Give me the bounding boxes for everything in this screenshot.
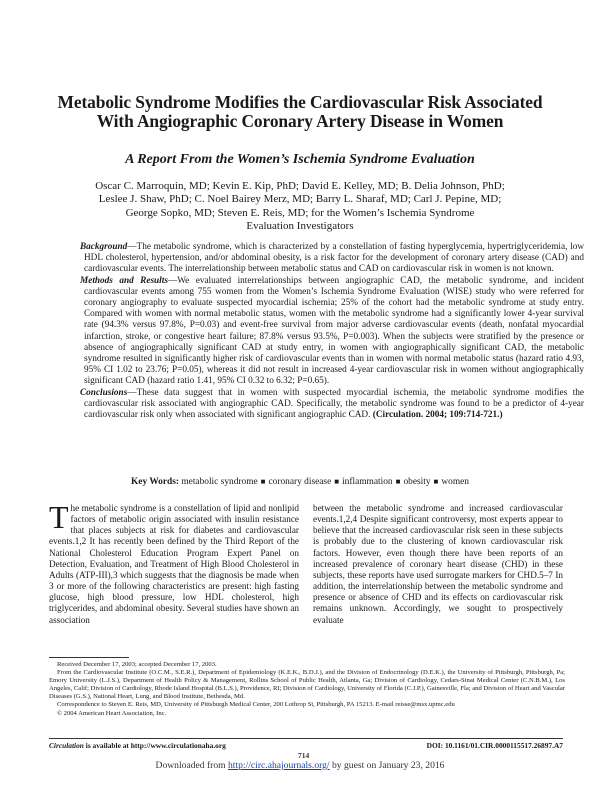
article-subtitle: A Report From the Women’s Ischemia Syndrome Evaluation — [125, 152, 475, 167]
download-notice — [0, 760, 600, 771]
article-title: Metabolic Syndrome Modifies the Cardiovascular Risk Associated With Angiographic Coronary Artery Disease in Women — [57, 92, 543, 131]
abstract-text: —We evaluated interrelationships between angiographic CAD, the metabolic syndrome, and incident cardiovascular events among 755 women from the Women’s Ischemia Syndrome Evaluation (WISE) study who were referred for coronary angiography to evaluate suspected myocardial ischemia; 25% of the cohort had the metabolic syndrome at study entry. Compared with women with normal metabolic status, women with the metabolic syndrome had a significantly lower 4-year survival rate (94.3% versus 97.8%, P=0.03) and event-free survival from major adverse cardiovascular events (death, nonfatal myocardial infarction, stroke, or congestive heart failure; 87.8% versus 93.5%, P=0.003). When the subjects were stratified by the presence or absence of angiographically significant CAD at study entry, in women with angiographically significant CAD, the metabolic syndrome resulted in significantly higher risk of cardiovascular events than in women with normal metabolic status (hazard ratio 4.93, 95% CI 1.02 to 23.76; P=0.05), whereas it did not result in increased 4-year cardiovascular risk in women without angiographically significant CAD (hazard ratio 1.41, 95% CI 0.32 to 6.32; P=0.65). — [84, 275, 584, 387]
footer-divider — [49, 738, 563, 739]
body-text: between the metabolic syndrome and increased cardiovascular events.1,2,4 Despite significant controversy, most experts appear to believe that the increased cardiovascular risk seen in these subjects is probably due to the clustering of known cardiovascular risk factors. However, even though there have been reports of an increased prevalence of coronary heart disease (CHD) in these subjects, these reports have used surrogate markers for CHD.5–7 In addition, the interrelationship between the metabolic syndrome and presence or absence of CHD and its effects on cardiovascular risk remains unknown. Accordingly, we sought to prospectively evaluate — [313, 503, 563, 625]
abstract-heading: Background — [80, 242, 128, 252]
abstract — [80, 242, 584, 421]
abstract-text: —These data suggest that in women with suspected myocardial ischemia, the metabolic syndrome modifies the cardiovascular risk associated with angiographic CAD. Specifically, the metabolic syndrome was found to be a predictor of 4-year cardiovascular risk only when associated with significant angiographic CAD. — [84, 387, 584, 421]
footnote-copyright: © 2004 American Heart Association, Inc. — [57, 709, 167, 717]
keyword-separator: ■ — [395, 477, 401, 486]
download-prefix: Downloaded from — [155, 760, 228, 771]
doi: DOI: 10.1161/01.CIR.0000115517.26897.A7 — [426, 741, 563, 750]
abstract-heading: Methods and Results — [80, 275, 168, 286]
keyword: coronary disease — [268, 477, 332, 487]
citation: (Circulation. 2004; 109:714-721.) — [372, 410, 503, 421]
keyword: metabolic syndrome — [181, 477, 258, 487]
journal-name: Circulation — [49, 741, 84, 750]
keyword: obesity — [403, 477, 431, 487]
keywords — [40, 476, 560, 488]
keyword-separator: ■ — [433, 477, 439, 486]
keyword-separator: ■ — [260, 477, 266, 486]
body-column-left — [49, 499, 299, 626]
footnote-received: Received December 17, 2003; accepted December 17, 2003. — [57, 661, 217, 668]
page-number: 714 — [298, 751, 310, 760]
abstract-heading: Conclusions — [80, 387, 128, 398]
journal-url-text[interactable]: is available at http://www.circulationaha.org — [83, 741, 226, 750]
author-line: Evaluation Investigators — [246, 220, 354, 233]
keywords-label: Key Words: — [131, 477, 180, 487]
abstract-background — [80, 242, 584, 276]
footnote-correspondence: Correspondence to Steven E. Reis, MD, University of Pittsburgh Medical Center, 200 Lothrop St, Pittsburgh, PA 15213. E-mail reisse@msx.upmc.edu — [57, 701, 455, 709]
footnote-affiliations: From the Cardiovascular Institute (O.C.M., S.E.R.), Department of Epidemiology (K.E.K., B.D.J.), and the Division of Endocrinology (D.E.K.), the University of Pittsburgh, Pittsburgh, Pa; Emory University (L.J.S.), Department of Health Policy & Management, Rollins School of Public Health, Atlanta, Ga; Division of Cardiology, Cedars-Sinai Medical Center (C.N.B.M.), Los Angeles, Calif; Division of Cardiology, Rhode Island Hospital (B.L.S.), Providence, RI; Division of Cardiology, University of Florida (C.J.P.), Gainesville, Fla; and Division of Heart and Vascular Diseases (G.S.), National Heart, Lung, and Blood Institute, Bethesda, Md. — [49, 669, 565, 701]
drop-cap: T — [49, 499, 69, 535]
keyword: women — [441, 477, 469, 487]
body-text: he metabolic syndrome is a constellation of lipid and nonlipid factors of metabolic origin associated with insulin resistance that places subjects at risk for diabetes and cardiovascular events.1,2 It has recently been defined by the Third Report of the National Cholesterol Education Program Expert Panel on Detection, Evaluation, and Treatment of High Blood Cholesterol in Adults (ATP-III),3 which suggests that the diagnosis be made when 3 or more of the following characteristics are present: high fasting glucose, high blood pressure, low HDL cholesterol, high triglycerides, and abdominal obesity. Several studies have shown an association — [49, 503, 299, 625]
body-column-right — [313, 503, 563, 626]
footnotes — [49, 661, 565, 718]
download-suffix: by guest on January 23, 2016 — [329, 760, 445, 771]
author-line: Oscar C. Marroquin, MD; Kevin E. Kip, PhD; David E. Kelley, MD; B. Delia Johnson, PhD; — [95, 180, 505, 192]
author-line: Leslee J. Shaw, PhD; C. Noel Bairey Merz, MD; Barry L. Sharaf, MD; Carl J. Pepine, MD; — [98, 193, 502, 206]
keyword: inflammation — [342, 477, 393, 487]
keyword-separator: ■ — [334, 477, 340, 486]
download-link[interactable]: http://circ.ahajournals.org/ — [228, 760, 330, 771]
journal-availability — [49, 741, 226, 750]
abstract-conclusions — [80, 387, 584, 422]
footnote-divider — [49, 657, 129, 658]
abstract-text: —The metabolic syndrome, which is characterized by a constellation of fasting hyperglycemia, hypertriglyceridemia, low HDL cholesterol, hypertension, and/or abdominal obesity, is a risk factor for the development of coronary artery disease (CAD) and cardiovascular events. The interrelationship between metabolic status and CAD on cardiovascular risk in women is not known. — [84, 242, 584, 275]
author-line: George Sopko, MD; Steven E. Reis, MD; for the Women’s Ischemia Syndrome — [125, 206, 475, 219]
author-list — [60, 180, 540, 234]
abstract-methods — [80, 275, 584, 388]
